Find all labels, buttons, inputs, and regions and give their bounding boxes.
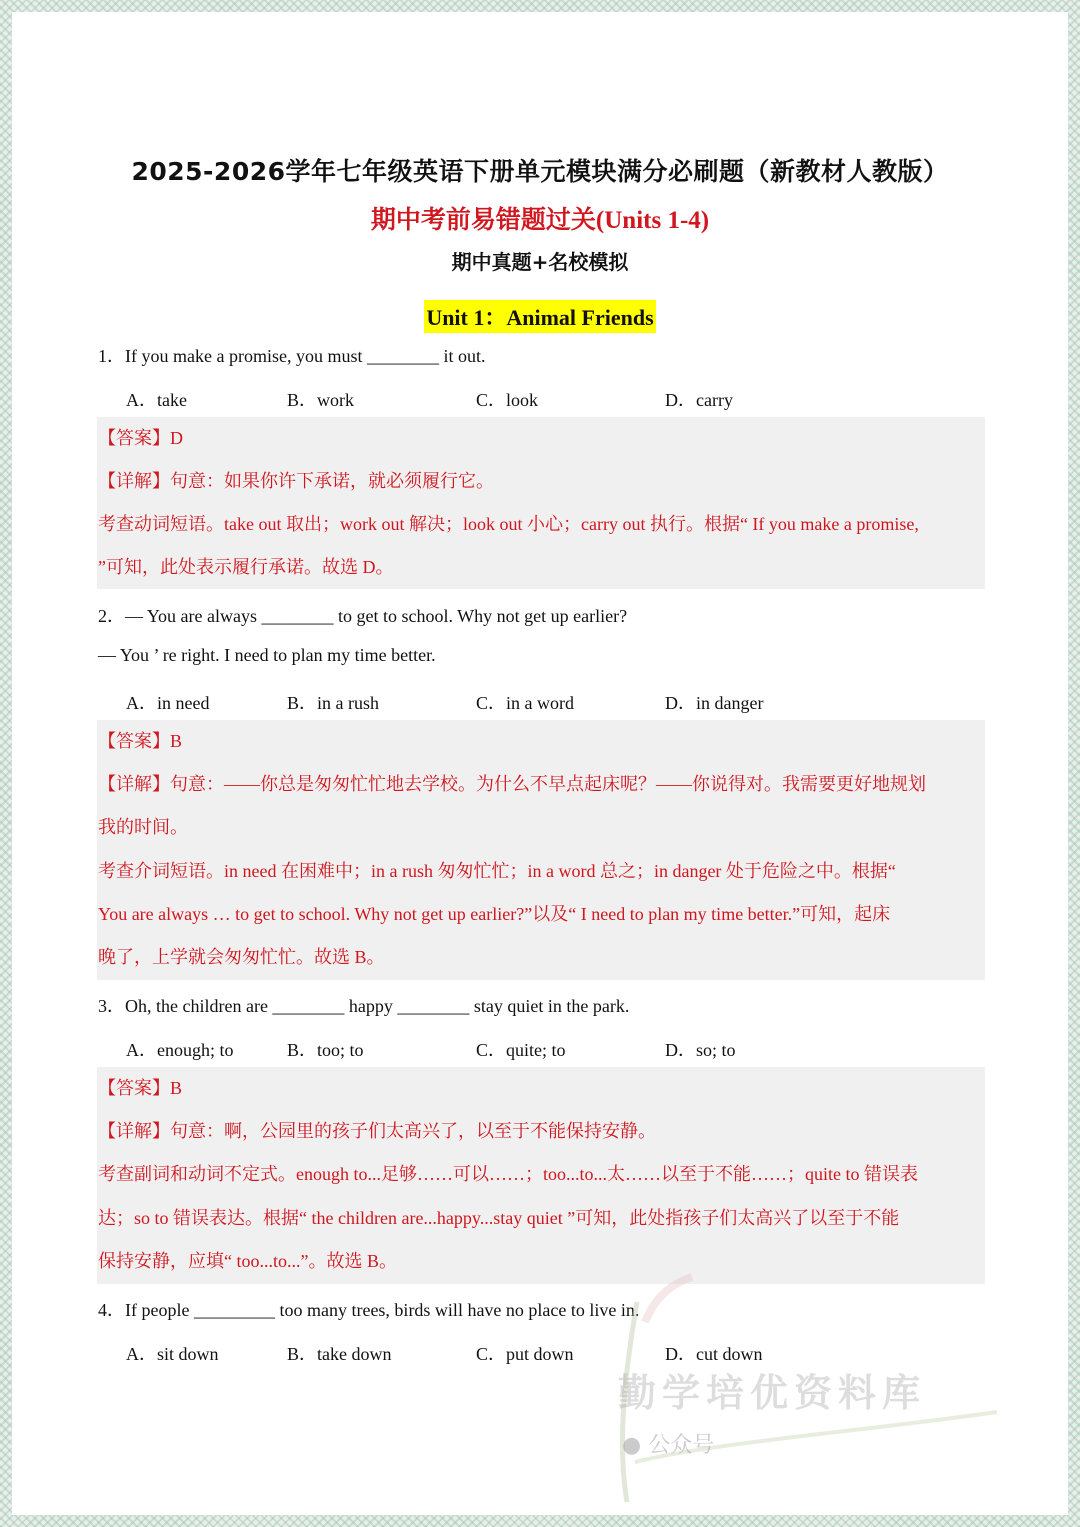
question-3-explanation-line-2: 考查副词和动词不定式。enough to...足够……可以……；too...to...太……以至于不能……；quite to 错误表 [98, 1164, 918, 1184]
question-2-answer: 【答案】B [98, 731, 183, 751]
question-1-option-d: D．carry [665, 390, 733, 410]
watermark-account-label: 公众号 [648, 1433, 715, 1458]
question-4-option-b: B．take down [287, 1344, 392, 1364]
document-page [12, 12, 1068, 1515]
question-3-answer: 【答案】B [98, 1078, 183, 1098]
unit-heading-wrap [12, 300, 1068, 333]
question-1-explanation-line-2: 考查动词短语。take out 取出；work out 解决；look out 小心；carry out 执行。根据“ If you make a promise, [98, 514, 919, 534]
watermark-account [622, 1428, 714, 1459]
question-2-stem-line-1: 2．— You are always ________ to get to school. Why not get up earlier? [98, 606, 628, 626]
question-2-explanation-line-2: 我的时间。 [98, 817, 188, 837]
question-3-explanation-line-1: 【详解】句意：啊，公园里的孩子们太高兴了，以至于不能保持安静。 [98, 1121, 656, 1141]
question-4-option-d: D．cut down [665, 1344, 763, 1364]
question-2-option-a: A．in need [126, 693, 210, 713]
question-1-option-a: A．take [126, 390, 187, 410]
question-3-explanation-line-4: 保持安静，应填“ too...to...”。故选 B。 [98, 1251, 397, 1271]
question-1-explanation-line-3: ”可知，此处表示履行承诺。故选 D。 [98, 557, 394, 577]
question-4-option-a: A．sit down [126, 1344, 219, 1364]
question-1-explanation-line-1: 【详解】句意：如果你许下承诺，就必须履行它。 [98, 471, 494, 491]
question-1-option-c: C．look [476, 390, 539, 410]
question-2-option-b: B．in a rush [287, 693, 379, 713]
question-4-option-c: C．put down [476, 1344, 574, 1364]
document-title: 2025-2026学年七年级英语下册单元模块满分必刷题（新教材人教版） [131, 157, 949, 186]
question-1-answer: 【答案】D [98, 428, 183, 448]
question-3-option-c: C．quite; to [476, 1040, 566, 1060]
question-1-stem: 1．If you make a promise, you must ________ it out. [98, 346, 486, 366]
question-2-explanation-line-5: 晚了，上学就会匆匆忙忙。故选 B。 [98, 947, 385, 967]
question-3-option-d: D．so; to [665, 1040, 736, 1060]
question-2-explanation-line-4: You are always … to get to school. Why not get up earlier?”以及“ I need to plan my time better.”可知，起床 [98, 904, 891, 924]
question-1-option-b: B．work [287, 390, 354, 410]
question-3-stem: 3．Oh, the children are ________ happy ________ stay quiet in the park. [98, 996, 630, 1016]
unit-heading: Unit 1：Animal Friends [424, 300, 655, 333]
question-2-option-d: D．in danger [665, 693, 764, 713]
question-3-option-b: B．too; to [287, 1040, 364, 1060]
question-2-explanation-line-3: 考查介词短语。in need 在困难中；in a rush 匆匆忙忙；in a word 总之；in danger 处于危险之中。根据“ [98, 861, 896, 881]
question-2-explanation-line-1: 【详解】句意：——你总是匆匆忙忙地去学校。为什么不早点起床呢？——你说得对。我需要更好地规划 [98, 774, 926, 794]
wechat-icon: ● [622, 1433, 642, 1458]
document-subtitle-secondary: 期中真题+名校模拟 [451, 250, 629, 274]
question-3-explanation-line-3: 达；so to 错误表达。根据“ the children are...happy...stay quiet ”可知，此处指孩子们太高兴了以至于不能 [98, 1208, 900, 1228]
question-2-option-c: C．in a word [476, 693, 574, 713]
document-subtitle: 期中考前易错题过关(Units 1-4) [370, 207, 710, 234]
question-2-stem-line-2: — You ’ re right. I need to plan my time better. [98, 645, 436, 665]
question-4-stem: 4．If people _________ too many trees, birds will have no place to live in. [98, 1300, 640, 1320]
question-3-option-a: A．enough; to [126, 1040, 234, 1060]
watermark-text: 勤学培优资料库 [618, 1371, 927, 1415]
